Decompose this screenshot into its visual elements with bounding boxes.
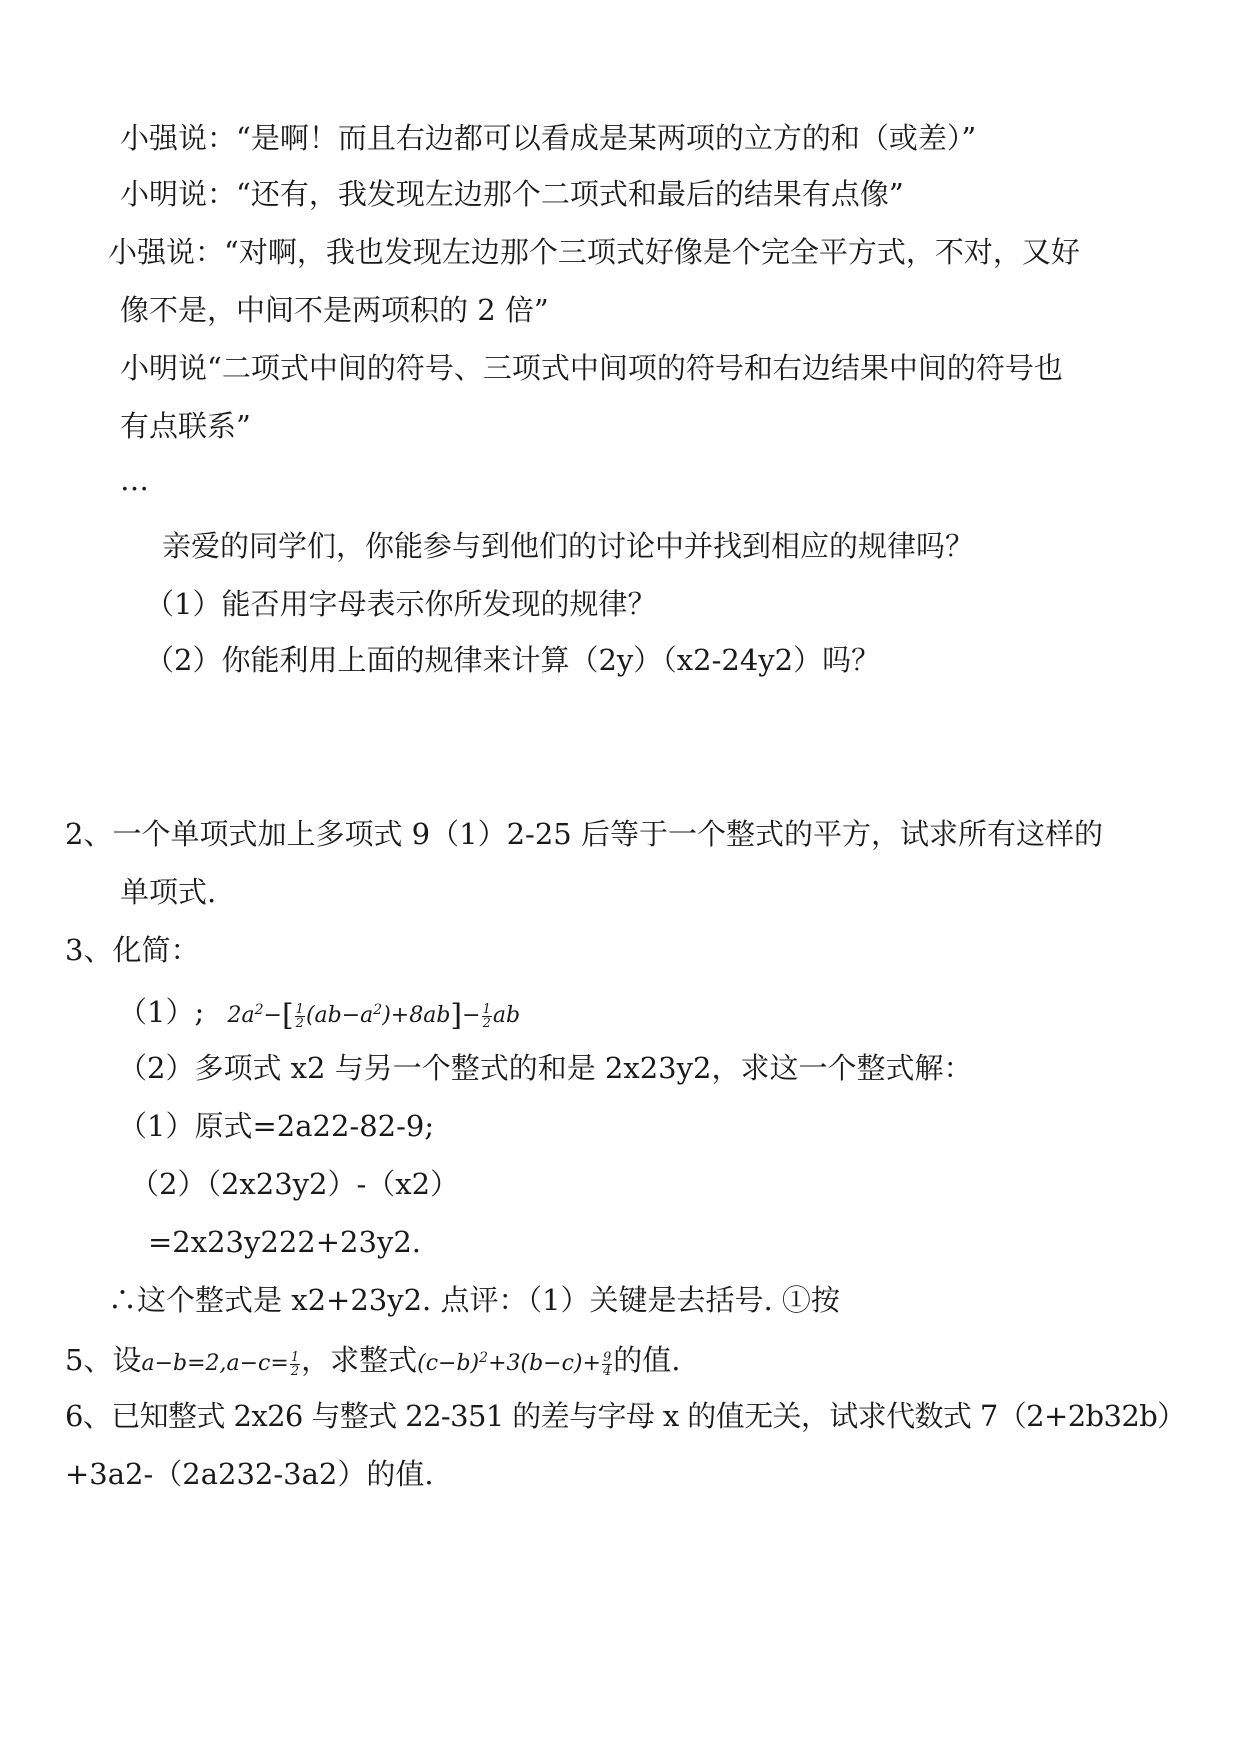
problem-3: 3、化简： bbox=[65, 933, 200, 967]
solution-2-result: =2x23y222+23y2. bbox=[148, 1225, 421, 1259]
fraction-half-3: $\frac{1}{2}$ bbox=[290, 1349, 300, 1379]
fraction-half: $\frac{1}{2}$ bbox=[295, 1001, 304, 1031]
problem-3-part-1 bbox=[118, 992, 520, 1034]
simplify-expression: $2a^2-$[ $\frac{1}{2}$ $(ab-a^2)+8ab]-$ $\frac{1}{2}$ ab bbox=[227, 998, 521, 1033]
fraction-nine-quarters: $\frac{9}{4}$ bbox=[602, 1349, 612, 1379]
problem-2-cont: 单项式. bbox=[120, 875, 217, 909]
part-1-label: （1）; bbox=[118, 995, 205, 1029]
solution-2: （2）（2x23y2）-（x2） bbox=[130, 1167, 460, 1201]
condition-expression: a−b=2,a−c= $\frac{1}{2}$ bbox=[141, 1349, 300, 1379]
question-2: （2）你能利用上面的规律来计算（2y）（x2-24y2）吗？ bbox=[145, 643, 881, 677]
question-1: （1）能否用字母表示你所发现的规律？ bbox=[145, 587, 657, 621]
problem-6: 6、已知整式 2x26 与整式 22-351 的差与字母 x 的值无关，试求代数式 7（2+2b32b） bbox=[65, 1399, 1186, 1433]
dialogue-line-3-cont: 像不是，中间不是两项积的 2 倍” bbox=[120, 293, 549, 327]
target-expression: $(c-b)^2+3(b-c)+$ $\frac{9}{4}$ bbox=[417, 1349, 612, 1379]
dialogue-line-4: 小明说“二项式中间的符号、三项式中间项的符号和右边结果中间的符号也 bbox=[120, 351, 1063, 385]
problem-5: 5、设a−b=2,a−c= $\frac{1}{2}$ ，求整式$(c-b)^2+3(b-c)+$ $\frac{9}{4}$ 的值. bbox=[65, 1343, 681, 1379]
dialogue-line-4-cont: 有点联系” bbox=[120, 409, 251, 443]
problem-3-part-2: （2）多项式 x2 与另一个整式的和是 2x23y2，求这一个整式解： bbox=[118, 1051, 973, 1085]
solution-1: （1）原式=2a22-82-9; bbox=[118, 1109, 435, 1143]
conclusion: ∴这个整式是 x2+23y2. 点评：（1）关键是去括号. ①按 bbox=[108, 1283, 840, 1317]
problem-6-cont: +3a2-（2a232-3a2）的值. bbox=[65, 1457, 434, 1491]
dialogue-line-2: 小明说：“还有，我发现左边那个二项式和最后的结果有点像” bbox=[120, 177, 904, 211]
fraction-half-2: $\frac{1}{2}$ bbox=[482, 1001, 491, 1031]
problem-2: 2、一个单项式加上多项式 9（1）2-25 后等于一个整式的平方，试求所有这样的 bbox=[65, 817, 1103, 851]
dialogue-line-3: 小强说：“对啊，我也发现左边那个三项式好像是个完全平方式，不对，又好 bbox=[108, 235, 1080, 269]
dialogue-line-1: 小强说：“是啊！而且右边都可以看成是某两项的立方的和（或差）” bbox=[120, 121, 977, 155]
question-intro: 亲爱的同学们，你能参与到他们的讨论中并找到相应的规律吗？ bbox=[162, 529, 975, 563]
ellipsis: … bbox=[120, 463, 149, 497]
